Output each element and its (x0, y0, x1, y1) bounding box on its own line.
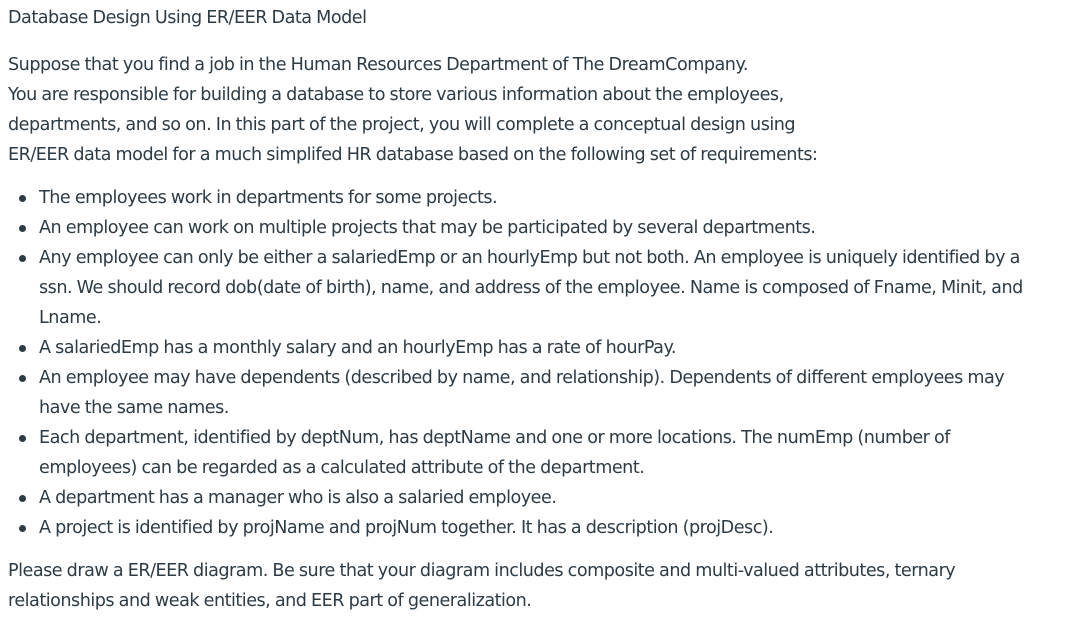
requirements-list (8, 183, 1068, 543)
closing-paragraph (8, 556, 1068, 616)
requirement-text: Lname. (39, 308, 102, 328)
requirement-text: A department has a manager who is also a salaried employee. (39, 488, 557, 508)
closing-line: Please draw a ER/EER diagram. Be sure that your diagram includes composite and multi-valued attributes, ternary (8, 561, 956, 581)
bullet-icon (19, 435, 26, 442)
bullet-icon (19, 255, 26, 262)
requirement-item (8, 333, 1068, 363)
requirement-text: ssn. We should record dob(date of birth), name, and address of the employee. Name is composed of Fname, Minit, and (39, 278, 1023, 298)
requirement-text: A salariedEmp has a monthly salary and an hourlyEmp has a rate of hourPay. (39, 338, 676, 358)
bullet-icon (19, 495, 26, 502)
requirement-item (8, 363, 1068, 423)
requirement-text: The employees work in departments for some projects. (39, 188, 498, 208)
page-title: Database Design Using ER/EER Data Model (8, 8, 367, 28)
closing-line: relationships and weak entities, and EER part of generalization. (8, 591, 532, 611)
requirement-text: A project is identified by projName and projNum together. It has a description (projDesc). (39, 518, 774, 538)
requirement-item (8, 213, 1068, 243)
requirement-text: An employee may have dependents (described by name, and relationship). Dependents of different employees may (39, 368, 1005, 388)
intro-line: You are responsible for building a database to store various information about the employees, (8, 85, 784, 105)
intro-paragraph (8, 50, 1068, 170)
intro-line: departments, and so on. In this part of the project, you will complete a conceptual design using (8, 115, 796, 135)
requirement-text: Each department, identified by deptNum, has deptName and one or more locations. The numEmp (number of (39, 428, 950, 448)
requirement-item (8, 513, 1068, 543)
requirement-item (8, 183, 1068, 213)
requirement-text: have the same names. (39, 398, 229, 418)
requirement-item (8, 243, 1068, 333)
requirement-text: employees) can be regarded as a calculated attribute of the department. (39, 458, 645, 478)
bullet-icon (19, 225, 26, 232)
bullet-icon (19, 345, 26, 352)
bullet-icon (19, 375, 26, 382)
intro-line: ER/EER data model for a much simplifed HR database based on the following set of requirements: (8, 145, 818, 165)
bullet-icon (19, 525, 26, 532)
requirement-text: Any employee can only be either a salariedEmp or an hourlyEmp but not both. An employee is uniquely identified by a (39, 248, 1020, 268)
requirement-item (8, 483, 1068, 513)
requirement-item (8, 423, 1068, 483)
bullet-icon (19, 195, 26, 202)
intro-line: Suppose that you find a job in the Human Resources Department of The DreamCompany. (8, 55, 748, 75)
requirement-text: An employee can work on multiple projects that may be participated by several departments. (39, 218, 816, 238)
